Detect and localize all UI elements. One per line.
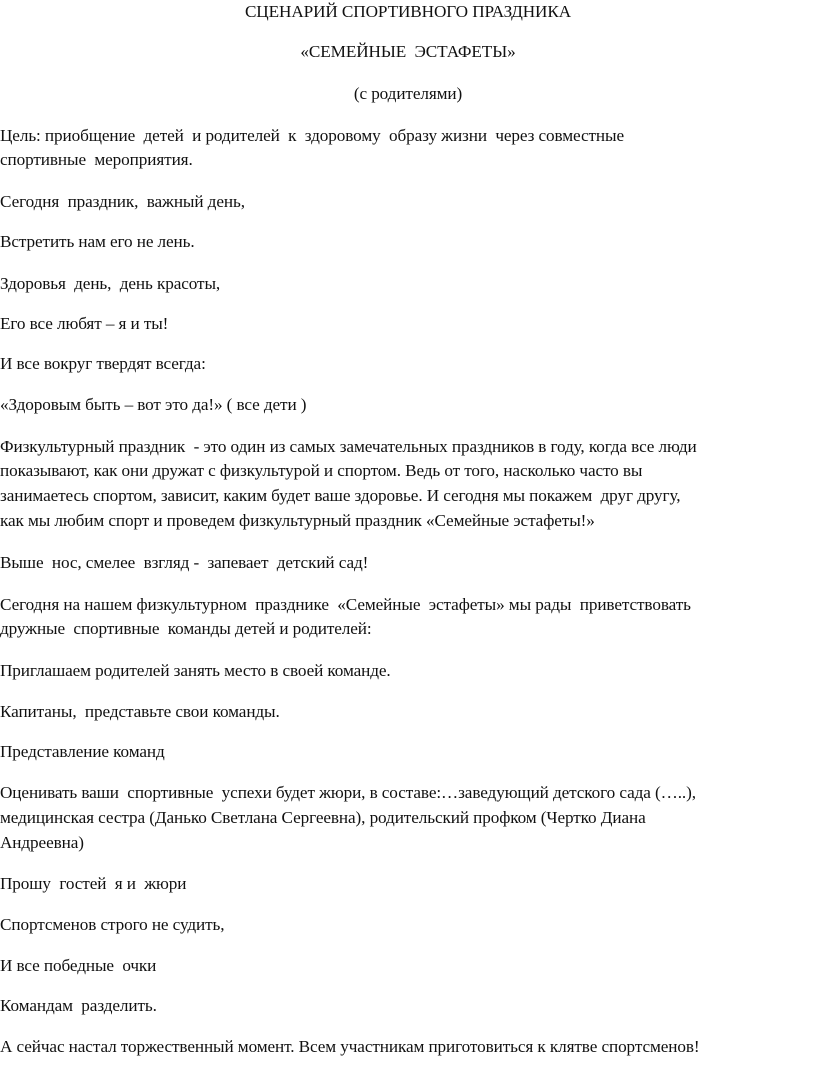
poem-line: Встретить нам его не лень. xyxy=(0,232,195,251)
invite-line: Приглашаем родителей занять место в своей команде. xyxy=(0,661,391,680)
jury-line: медицинская сестра (Данько Светлана Сергеевна), родительский профком (Чертко Диана xyxy=(0,808,646,827)
intro-paragraph-line: занимаетесь спортом, зависит, каким будет ваше здоровье. И сегодня мы покажем друг другу, xyxy=(0,486,681,505)
intro-paragraph-line: Физкультурный праздник - это один из самых замечательных праздников в году, когда все люди xyxy=(0,437,697,456)
poem-line: И все вокруг твердят всегда: xyxy=(0,354,206,373)
poem-line: Прошу гостей я и жюри xyxy=(0,874,187,893)
captains-line: Капитаны, представьте свои команды. xyxy=(0,702,280,721)
poem-line: «Здоровым быть – вот это да!» ( все дети ) xyxy=(0,395,307,414)
document-note: (с родителями) xyxy=(353,84,463,103)
poem-line: Сегодня праздник, важный день, xyxy=(0,192,245,211)
document-subtitle: «СЕМЕЙНЫЕ ЭСТАФЕТЫ» xyxy=(300,42,516,61)
jury-line: Оценивать ваши спортивные успехи будет жюри, в составе:…заведующий детского сада (…..), xyxy=(0,783,696,802)
greeting-line: Сегодня на нашем физкультурном празднике «Семейные эстафеты» мы рады приветствовать xyxy=(0,595,691,614)
poem-line: Здоровья день, день красоты, xyxy=(0,274,221,293)
oath-line: А сейчас настал торжественный момент. Всем участникам приготовиться к клятве спортсменов! xyxy=(0,1037,700,1056)
poem-line: Его все любят – я и ты! xyxy=(0,314,169,333)
goal-text: спортивные мероприятия. xyxy=(0,150,193,169)
intro-paragraph-line: показывают, как они дружат с физкультурой и спортом. Ведь от того, насколько часто вы xyxy=(0,461,643,480)
poem-line: Спортсменов строго не судить, xyxy=(0,915,225,934)
greeting-line: дружные спортивные команды детей и родителей: xyxy=(0,619,372,638)
poem-line: И все победные очки xyxy=(0,956,157,975)
jury-line: Андреевна) xyxy=(0,833,84,852)
poem-line: Командам разделить. xyxy=(0,996,157,1015)
song-line: Выше нос, смелее взгляд - запевает детский сад! xyxy=(0,553,369,572)
goal-text: Цель: приобщение детей и родителей к здоровому образу жизни через совместные xyxy=(0,126,625,145)
intro-paragraph-line: как мы любим спорт и проведем физкультурный праздник «Семейные эстафеты!» xyxy=(0,511,595,530)
document-title: СЦЕНАРИЙ СПОРТИВНОГО ПРАЗДНИКА xyxy=(244,2,572,21)
teams-line: Представление команд xyxy=(0,742,165,761)
